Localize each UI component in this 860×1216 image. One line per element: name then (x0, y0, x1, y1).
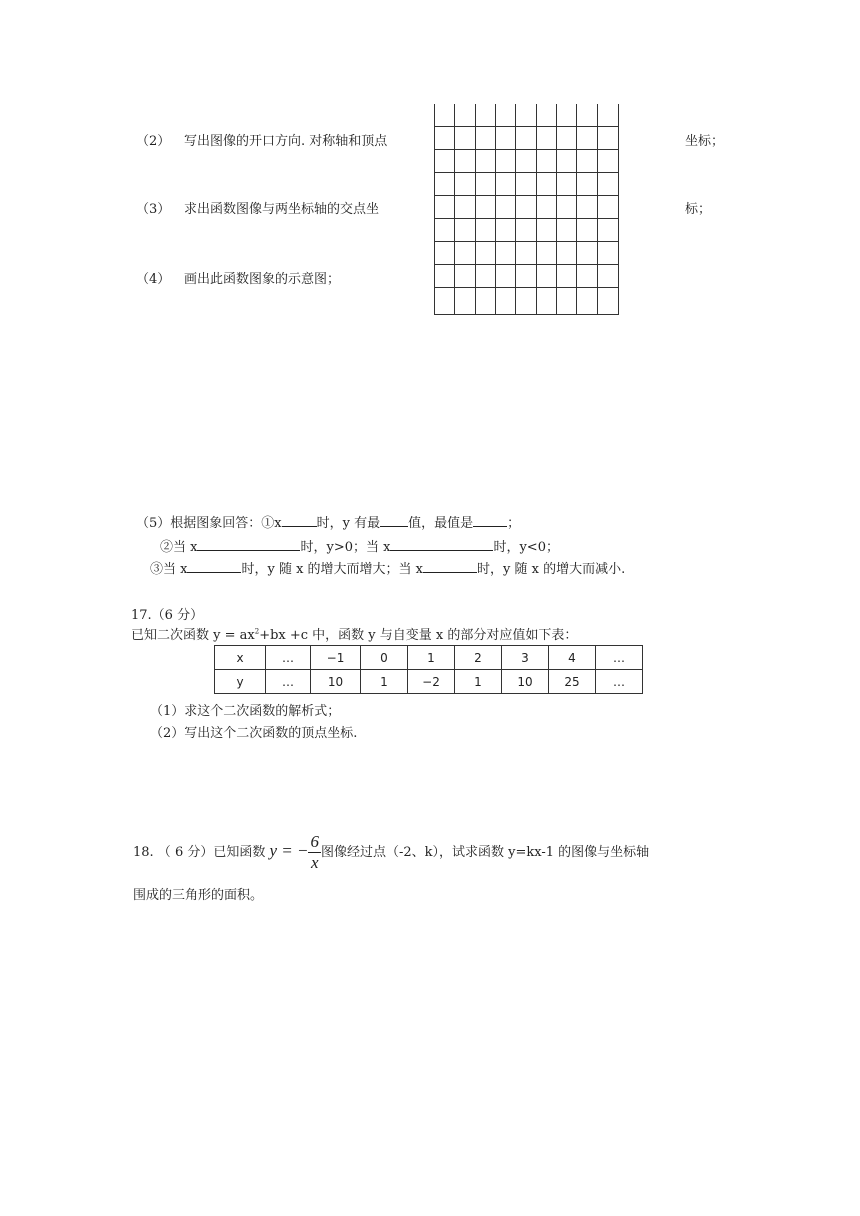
q5-line3: ③当 x 时，y 随 x 的增大而增大；当 x 时，y 随 x 的增大而减小. (150, 558, 625, 577)
answer-blank (390, 536, 493, 551)
q17-stem: 已知二次函数 $y = ax^2+bx +c$ 中，函数 y 与自变量 x 的部分对应值如下表： (131, 627, 578, 643)
answer-blank (187, 558, 241, 573)
q2-tail: 坐标； (685, 134, 725, 149)
q5-line2: ②当 x 时，y>0；当 x 时，y<0； (160, 536, 559, 555)
answer-blank (380, 512, 408, 527)
q3-number: （3） (136, 202, 171, 217)
q17-sub1: （1）求这个二次函数的解析式； (150, 704, 341, 719)
graph-grid (434, 104, 619, 315)
table-row: y … 10 1 −2 1 10 25 … (215, 670, 643, 694)
q2-number: （2） (136, 134, 171, 149)
value-table (214, 645, 643, 694)
q18-line2: 围成的三角形的面积。 (133, 888, 264, 903)
answer-blank (282, 512, 317, 527)
q17-sub2: （2）写出这个二次函数的顶点坐标. (150, 726, 358, 741)
q18-line1: 18. （ 6 分）已知函数 y = − $\frac{6}{x}$ 图像经过点（-2、k），试求函数 y=kx-1 的图像与坐标轴 (133, 832, 650, 872)
q2-text: 写出图像的开口方向. 对称轴和顶点 (184, 134, 388, 149)
answer-blank (473, 512, 507, 527)
fraction: $\frac{6}{x}$ (310, 832, 319, 872)
q3-tail: 标； (685, 202, 712, 217)
q3-text: 求出函数图像与两坐标轴的交点坐 (184, 202, 380, 217)
q4-number: （4） (136, 272, 171, 287)
answer-blank (423, 558, 477, 573)
q17-title: 17.（6 分） (131, 608, 204, 623)
answer-blank (197, 536, 300, 551)
q5-line1: （5）根据图象回答：①x 时，y 有最 值，最值是 ； (136, 512, 520, 531)
table-row: x … −1 0 1 2 3 4 … (215, 646, 643, 670)
q4-text: 画出此函数图象的示意图； (184, 272, 341, 287)
